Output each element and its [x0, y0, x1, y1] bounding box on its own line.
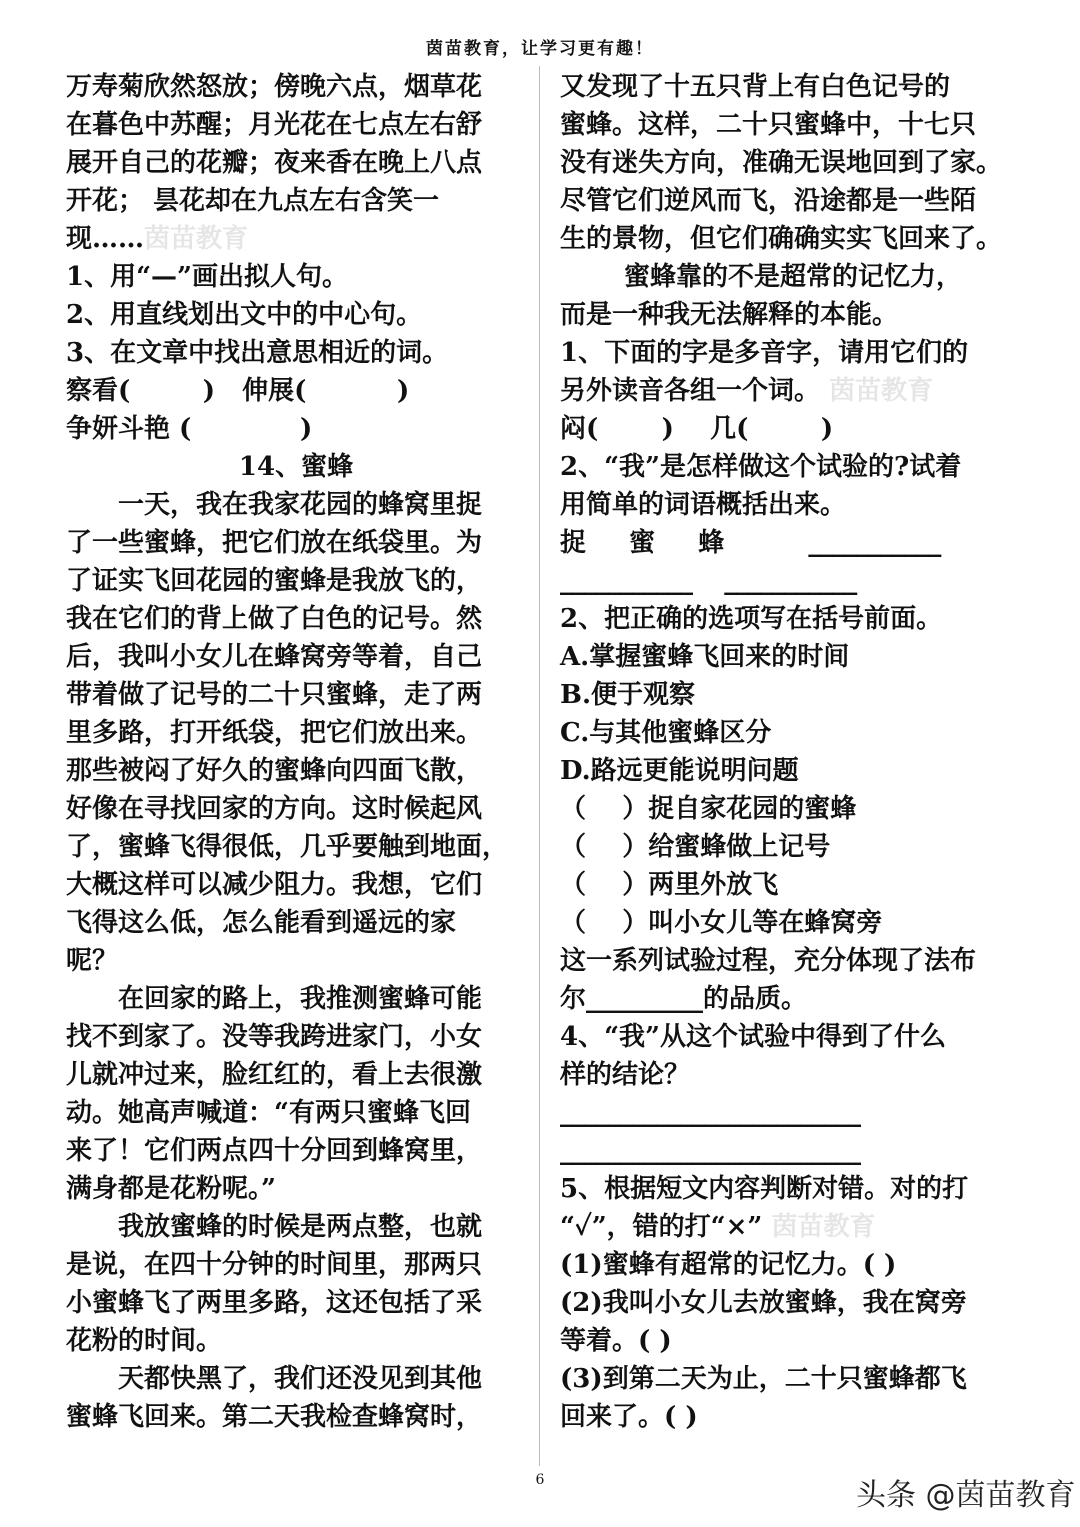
text-line: 了一些蜜蜂，把它们放在纸袋里。为: [66, 528, 483, 558]
right-column: [560, 68, 1020, 1436]
text-fragment: 另外读音各组一个词。: [560, 376, 821, 406]
question-1-blanks: 闷( ) 几( ): [560, 414, 834, 444]
option-d: D.路远更能说明问题: [560, 756, 799, 786]
text-line: 后，我叫小女儿在蜂窝旁等着，自己: [66, 642, 483, 672]
bracket-item: （ ）叫小女儿等在蜂窝旁: [560, 908, 883, 938]
option-c: C.与其他蜜蜂区分: [560, 718, 772, 748]
text-line: 蜜蜂。这样，二十只蜜蜂中，十七只: [560, 110, 977, 140]
option-b: B.便于观察: [560, 680, 696, 710]
text-line: 一天，我在我家花园的蜂窝里捉: [118, 490, 483, 520]
text-line: 里多路，打开纸袋，把它们放出来。: [66, 718, 483, 748]
option-a: A.掌握蜜蜂飞回来的时间: [560, 642, 850, 672]
text-line: 大概这样可以减少阻力。我想，它们: [66, 870, 483, 900]
text-line: 来了！它们两点四十分回到蜂窝里，: [66, 1136, 483, 1166]
text-line: 蜜蜂靠的不是超常的记忆力，: [624, 262, 963, 292]
text-line: 在暮色中苏醒；月光花在七点左右舒: [66, 110, 483, 140]
bracket-item: （ ）给蜜蜂做上记号: [560, 832, 831, 862]
text-line: 带着做了记号的二十只蜜蜂，走了两: [66, 680, 483, 710]
text-line: 尽管它们逆风而飞，沿途都是一些陌: [560, 186, 977, 216]
source-credit: 头条 @茵苗教育: [856, 1478, 1076, 1513]
question-2: 2、用直线划出文中的中心句。: [66, 300, 423, 330]
question-1: 1、用“—”画出拟人句。: [66, 262, 349, 292]
page-number: 6: [535, 1472, 545, 1488]
watermark: 茵苗教育: [144, 224, 249, 254]
question-3: 2、把正确的选项写在括号前面。: [560, 604, 943, 634]
text-line: 这一系列试验过程，充分体现了法布: [560, 946, 977, 976]
question-1-cont: [560, 372, 1020, 410]
question-5: 5、根据短文内容判断对错。对的打: [560, 1174, 969, 1204]
answer-blank: _________________________: [560, 1136, 860, 1166]
text-line: 满身都是花粉呢。”: [66, 1174, 276, 1204]
text-line: 展开自己的花瓣；夜来香在晚上八点: [66, 148, 483, 178]
question-2-cont: 用简单的词语概括出来。: [560, 490, 847, 520]
text-line: 天都快黑了，我们还没见到其他: [118, 1364, 483, 1394]
question-4-cont: 样的结论？: [560, 1060, 691, 1090]
column-divider: [539, 66, 540, 1466]
question-1: 1、下面的字是多音字，请用它们的: [560, 338, 969, 368]
bracket-item: （ ）两里外放飞: [560, 870, 779, 900]
answer-blank: ___________ ___________: [560, 566, 857, 596]
text-line: 呢？: [66, 946, 119, 976]
question-3-blanks: 争妍斗艳 ( ): [66, 414, 313, 444]
bracket-item: （ ）捉自家花园的蜜蜂: [560, 794, 857, 824]
text-line: [66, 220, 526, 258]
text-line: 儿就冲过来，脸红红的，看上去很激: [66, 1060, 483, 1090]
text-line: 我在它们的背上做了白色的记号。然: [66, 604, 483, 634]
text-line: 小蜜蜂飞了两里多路，这还包括了采: [66, 1288, 483, 1318]
question-4: 4、“我”从这个试验中得到了什么: [560, 1022, 947, 1052]
text-line: 而是一种我无法解释的本能。: [560, 300, 899, 330]
page-header: 茵苗教育，让学习更有趣！: [426, 39, 654, 59]
left-column: [66, 68, 526, 1436]
text-line: 找不到家了。没等我跨进家门，小女: [66, 1022, 483, 1052]
text-line: 生的景物，但它们确确实实飞回来了。: [560, 224, 1003, 254]
text-line: 花粉的时间。: [66, 1326, 223, 1356]
judge-item: 等着。( ): [560, 1326, 672, 1356]
question-5-cont: [560, 1208, 1020, 1246]
text-line: 又发现了十五只背上有白色记号的: [560, 72, 951, 102]
text-line: 在回家的路上，我推测蜜蜂可能: [118, 984, 483, 1014]
text-line: 我放蜜蜂的时候是两点整，也就: [118, 1212, 483, 1242]
text-line: 尔_________的品质。: [560, 984, 808, 1014]
text-line: 那些被闷了好久的蜜蜂向四面飞散，: [66, 756, 483, 786]
answer-prompt: 捉 蜜 蜂: [560, 528, 729, 558]
text-line: 开花； 昙花却在九点左右含笑一: [66, 186, 440, 216]
text-fragment: 现……: [66, 224, 145, 254]
passage-title: 14、蜜蜂: [238, 452, 354, 482]
question-2: 2、“我”是怎样做这个试验的?试着: [560, 452, 962, 482]
text-fragment: “✓”，错的打“×”: [560, 1212, 763, 1242]
judge-item: (1)蜜蜂有超常的记忆力。( ): [560, 1250, 897, 1280]
text-line: 了证实飞回花园的蜜蜂是我放飞的，: [66, 566, 483, 596]
text-line: 了，蜜蜂飞得很低，几乎要触到地面，: [66, 832, 509, 862]
judge-item: (2)我叫小女儿去放蜜蜂，我在窝旁: [560, 1288, 967, 1318]
answer-blank: _________________________: [560, 1098, 860, 1128]
text-line: 飞得这么低，怎么能看到遥远的家: [66, 908, 457, 938]
text-line: 好像在寻找回家的方向。这时候起风: [66, 794, 483, 824]
answer-line: [560, 524, 1020, 562]
text-line: 是说，在四十分钟的时间里，那两只: [66, 1250, 483, 1280]
watermark: 茵苗教育: [829, 376, 934, 406]
text-line: 万寿菊欣然怒放；傍晚六点，烟草花: [66, 72, 483, 102]
answer-blank: ___________: [808, 528, 941, 558]
text-line: 动。她高声喊道：“有两只蜜蜂飞回: [66, 1098, 471, 1128]
text-line: 没有迷失方向，准确无误地回到了家。: [560, 148, 1003, 178]
judge-item: (3)到第二天为止，二十只蜜蜂都飞: [560, 1364, 967, 1394]
question-3: 3、在文章中找出意思相近的词。: [66, 338, 449, 368]
judge-item: 回来了。( ): [560, 1402, 698, 1432]
watermark: 茵苗教育: [771, 1212, 876, 1242]
text-line: 蜜蜂飞回来。第二天我检查蜂窝时，: [66, 1402, 483, 1432]
question-3-blanks: 察看( ) 伸展( ): [66, 376, 410, 406]
